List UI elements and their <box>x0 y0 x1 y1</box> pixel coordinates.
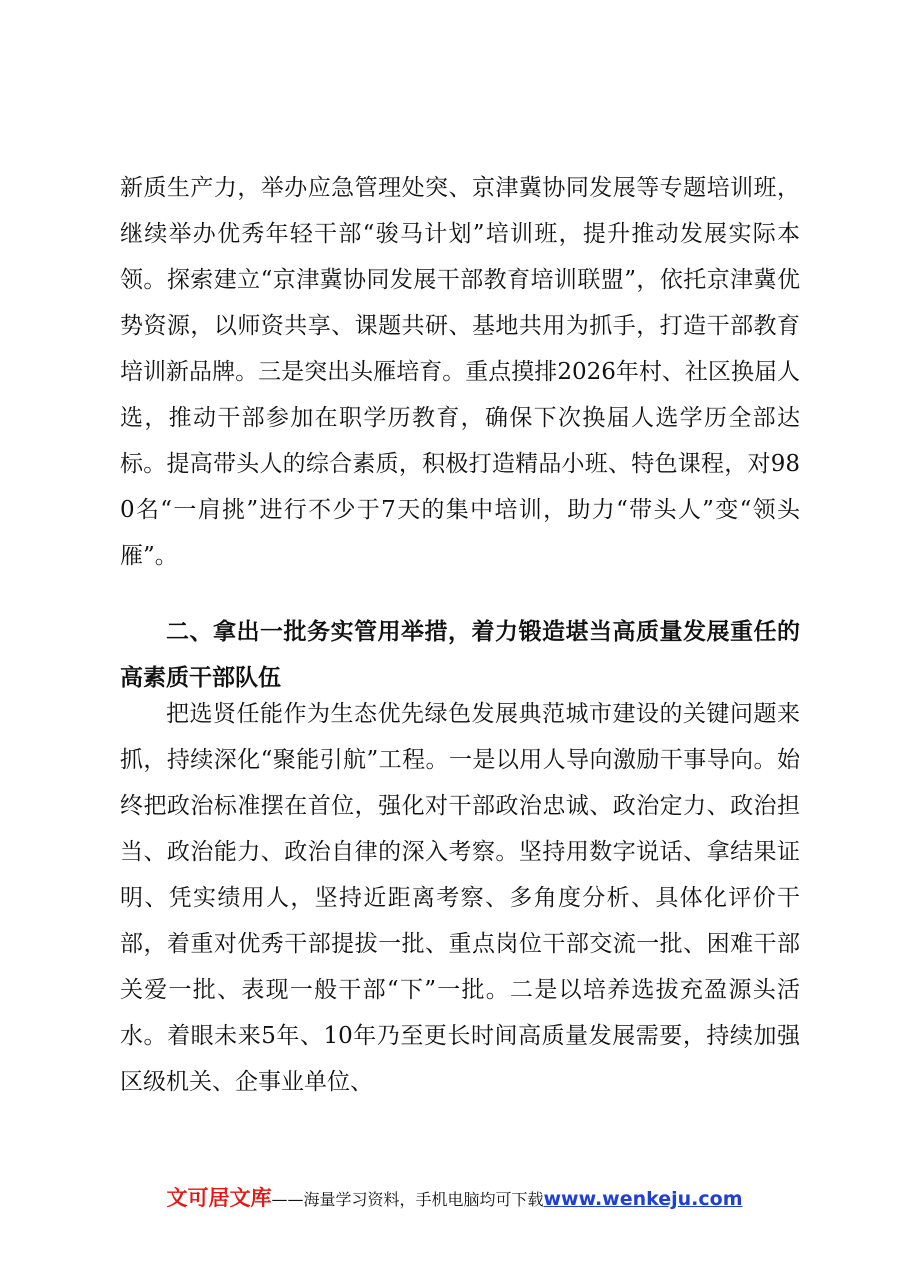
footer-tagline: ——海量学习资料，手机电脑均可下载 <box>271 1190 544 1209</box>
body-paragraph: 新质生产力，举办应急管理处突、京津冀协同发展等专题培训班，继续举办优秀年轻干部“骏马计划”培训班，提升推动发展实际本领。探索建立“京津冀协同发展干部教育培训联盟”，依托京津冀优势资源，以师资共享、课题共研、基地共用为抓手，打造干部教育培训新品牌。三是突出头雁培育。重点摸排2026年村、社区换届人选，推动干部参加在职学历教育，确保下次换届人选学历全部达标。提高带头人的综合素质，积极打造精品小班、特色课程，对980名“一肩挑”进行不少于7天的集中培训，助力“带头人”变“领头雁”。 <box>120 175 800 569</box>
site-link[interactable]: www.wenkeju.com <box>543 1188 743 1210</box>
brand-name: 文可居文库 <box>166 1186 272 1210</box>
footer-banner <box>0 1182 909 1212</box>
body-paragraph: 把选贤任能作为生态优先绿色发展典范城市建设的关键问题来抓，持续深化“聚能引航”工程。一是以用人导向激励干事导向。始终把政治标准摆在首位，强化对干部政治忠诚、政治定力、政治担当、政治能力、政治自律的深入考察。坚持用数字说话、拿结果证明、凭实绩用人，坚持近距离考察、多角度分析、具体化评价干部，着重对优秀干部提拔一批、重点岗位干部交流一批、困难干部关爱一批、表现一般干部“下”一批。二是以培养选拔充盈源头活水。着眼未来5年、10年乃至更长时间高质量发展需要，持续加强区级机关、企事业单位、 <box>120 701 800 1095</box>
section-heading: 二、拿出一批务实管用举措，着力锻造堪当高质量发展重任的高素质干部队伍 <box>120 619 800 691</box>
